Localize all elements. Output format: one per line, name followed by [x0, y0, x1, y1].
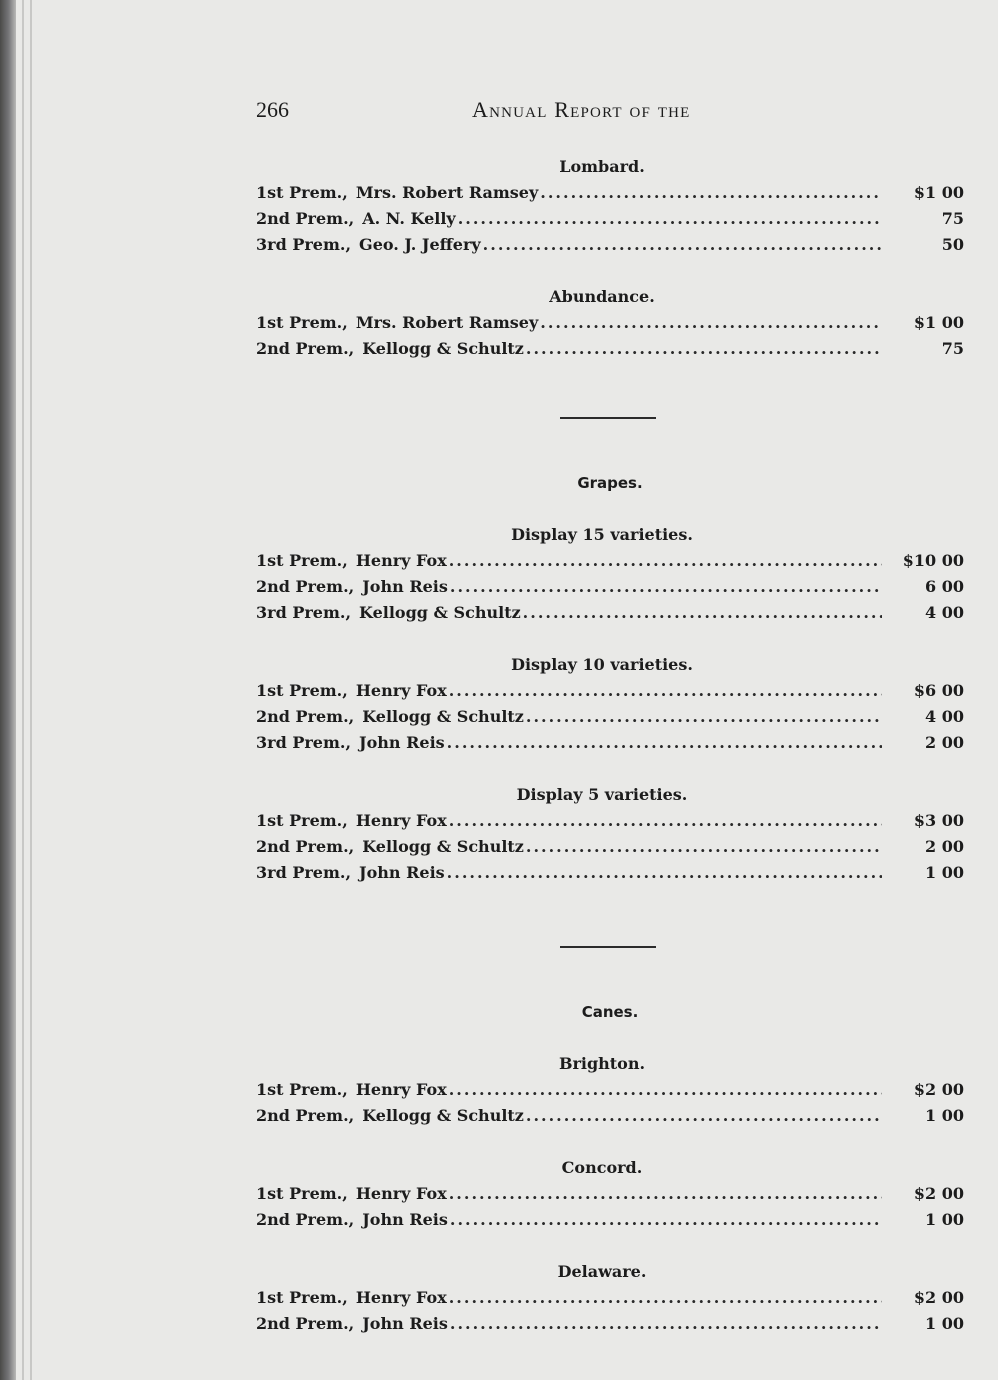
- premium-rank: 3rd Prem.,: [256, 733, 352, 752]
- exhibitor-name: John Reis: [362, 1210, 448, 1229]
- premium-rank: 1st Prem.,: [256, 681, 348, 700]
- premium-entry: [256, 232, 964, 258]
- dot-leader: [526, 834, 882, 860]
- premium-amount: 2 00: [925, 733, 964, 752]
- premium-class: [256, 652, 964, 756]
- exhibitor-name: Henry Fox: [355, 681, 447, 700]
- section-divider-rule: [560, 417, 656, 419]
- class-title: Display 15 varieties.: [511, 525, 693, 544]
- premium-rank: 2nd Prem.,: [256, 1314, 355, 1333]
- premium-amount: $6 00: [913, 681, 964, 700]
- premium-entry: [256, 548, 964, 574]
- premium-entry: [256, 310, 964, 336]
- premium-rank: 2nd Prem.,: [256, 1106, 355, 1125]
- premium-amount: 1 00: [925, 1106, 964, 1125]
- exhibitor-name: John Reis: [362, 577, 448, 596]
- dot-leader: [450, 1311, 882, 1337]
- dot-leader: [540, 180, 882, 206]
- exhibitor-name: Henry Fox: [355, 551, 447, 570]
- dot-leader: [523, 600, 882, 626]
- dot-leader: [449, 678, 882, 704]
- premium-entry: [256, 1181, 964, 1207]
- page-header: [256, 97, 964, 131]
- dot-leader: [526, 336, 882, 362]
- premium-amount: $2 00: [913, 1184, 964, 1203]
- premium-rank: 3rd Prem.,: [256, 235, 352, 254]
- premium-amount: $1 00: [913, 313, 964, 332]
- dot-leader: [483, 232, 882, 258]
- class-title: Display 10 varieties.: [511, 655, 693, 674]
- premium-entry: [256, 1311, 964, 1337]
- exhibitor-name: Kellogg & Schultz: [362, 339, 524, 358]
- exhibitor-name: John Reis: [362, 1314, 448, 1333]
- exhibitor-name: Geo. J. Jeffery: [359, 235, 481, 254]
- dot-leader: [449, 1285, 882, 1311]
- premium-entry: [256, 730, 964, 756]
- premium-amount: $1 00: [913, 183, 964, 202]
- exhibitor-name: Henry Fox: [355, 1080, 447, 1099]
- premium-entry: [256, 808, 964, 834]
- exhibitor-name: Mrs. Robert Ramsey: [355, 183, 539, 202]
- premium-rank: 1st Prem.,: [256, 551, 348, 570]
- exhibitor-name: Kellogg & Schultz: [362, 837, 524, 856]
- exhibitor-name: Kellogg & Schultz: [362, 1106, 524, 1125]
- premium-rank: 1st Prem.,: [256, 183, 348, 202]
- page-edge-line: [22, 0, 24, 1380]
- premium-amount: 4 00: [925, 603, 964, 622]
- page-edge-line: [30, 0, 32, 1380]
- premium-rank: 2nd Prem.,: [256, 1210, 355, 1229]
- premium-class: [256, 782, 964, 886]
- premium-entry: [256, 336, 964, 362]
- premium-entry: [256, 1103, 964, 1129]
- premium-entry: [256, 1285, 964, 1311]
- premium-amount: 75: [941, 339, 964, 358]
- premium-entry: [256, 600, 964, 626]
- grapes-section: [256, 470, 964, 886]
- exhibitor-name: Henry Fox: [355, 1288, 447, 1307]
- premium-amount: $2 00: [913, 1288, 964, 1307]
- dot-leader: [450, 574, 882, 600]
- section-title-canes: Canes.: [581, 1003, 639, 1021]
- premium-entry: [256, 834, 964, 860]
- premium-entry: [256, 1077, 964, 1103]
- premium-rank: 2nd Prem.,: [256, 209, 355, 228]
- exhibitor-name: A. N. Kelly: [362, 209, 456, 228]
- premium-rank: 3rd Prem.,: [256, 863, 352, 882]
- premium-rank: 2nd Prem.,: [256, 339, 355, 358]
- canes-section: [256, 999, 964, 1337]
- premium-entry: [256, 860, 964, 886]
- premium-rank: 3rd Prem.,: [256, 603, 352, 622]
- premium-amount: 1 00: [925, 1314, 964, 1333]
- premium-rank: 2nd Prem.,: [256, 707, 355, 726]
- premium-class: [256, 1259, 964, 1337]
- premium-amount: $3 00: [913, 811, 964, 830]
- plums-section: [256, 154, 964, 362]
- premium-amount: $2 00: [913, 1080, 964, 1099]
- dot-leader: [526, 1103, 882, 1129]
- premium-rank: 1st Prem.,: [256, 811, 348, 830]
- premium-class: [256, 284, 964, 362]
- class-title: Concord.: [561, 1158, 643, 1177]
- section-title-grapes: Grapes.: [577, 474, 643, 492]
- exhibitor-name: Kellogg & Schultz: [359, 603, 521, 622]
- premium-amount: 50: [941, 235, 964, 254]
- premium-class: [256, 522, 964, 626]
- premium-entry: [256, 678, 964, 704]
- dot-leader: [526, 704, 882, 730]
- premium-amount: 2 00: [925, 837, 964, 856]
- premium-amount: 1 00: [925, 863, 964, 882]
- exhibitor-name: John Reis: [359, 733, 445, 752]
- dot-leader: [449, 548, 882, 574]
- dot-leader: [540, 310, 882, 336]
- section-divider-rule: [560, 946, 656, 948]
- premium-entry: [256, 1207, 964, 1233]
- dot-leader: [449, 1077, 882, 1103]
- report-page: [256, 97, 964, 1337]
- premium-entry: [256, 180, 964, 206]
- exhibitor-name: Henry Fox: [355, 1184, 447, 1203]
- premium-rank: 1st Prem.,: [256, 313, 348, 332]
- premium-entry: [256, 704, 964, 730]
- premium-rank: 2nd Prem.,: [256, 837, 355, 856]
- premium-class: [256, 1051, 964, 1129]
- premium-class: [256, 154, 964, 258]
- premium-entry: [256, 206, 964, 232]
- dot-leader: [450, 1207, 882, 1233]
- premium-rank: 1st Prem.,: [256, 1080, 348, 1099]
- dot-leader: [449, 1181, 882, 1207]
- premium-entry: [256, 574, 964, 600]
- premium-class: [256, 1155, 964, 1233]
- class-title: Display 5 varieties.: [516, 785, 688, 804]
- dot-leader: [447, 730, 882, 756]
- class-title: Delaware.: [557, 1262, 647, 1281]
- exhibitor-name: Henry Fox: [355, 811, 447, 830]
- premium-rank: 1st Prem.,: [256, 1184, 348, 1203]
- dot-leader: [458, 206, 882, 232]
- premium-amount: $10 00: [902, 551, 964, 570]
- premium-amount: 75: [941, 209, 964, 228]
- page-number: 266: [256, 97, 289, 122]
- exhibitor-name: Mrs. Robert Ramsey: [355, 313, 539, 332]
- exhibitor-name: Kellogg & Schultz: [362, 707, 524, 726]
- premium-amount: 1 00: [925, 1210, 964, 1229]
- running-title: Annual Report of the: [472, 97, 691, 122]
- dot-leader: [449, 808, 882, 834]
- book-spine-edge: [0, 0, 16, 1380]
- class-title: Abundance.: [549, 287, 655, 306]
- class-title: Brighton.: [558, 1054, 646, 1073]
- premium-amount: 4 00: [925, 707, 964, 726]
- premium-rank: 2nd Prem.,: [256, 577, 355, 596]
- exhibitor-name: John Reis: [359, 863, 445, 882]
- premium-rank: 1st Prem.,: [256, 1288, 348, 1307]
- class-title: Lombard.: [559, 157, 645, 176]
- premium-amount: 6 00: [925, 577, 964, 596]
- dot-leader: [447, 860, 882, 886]
